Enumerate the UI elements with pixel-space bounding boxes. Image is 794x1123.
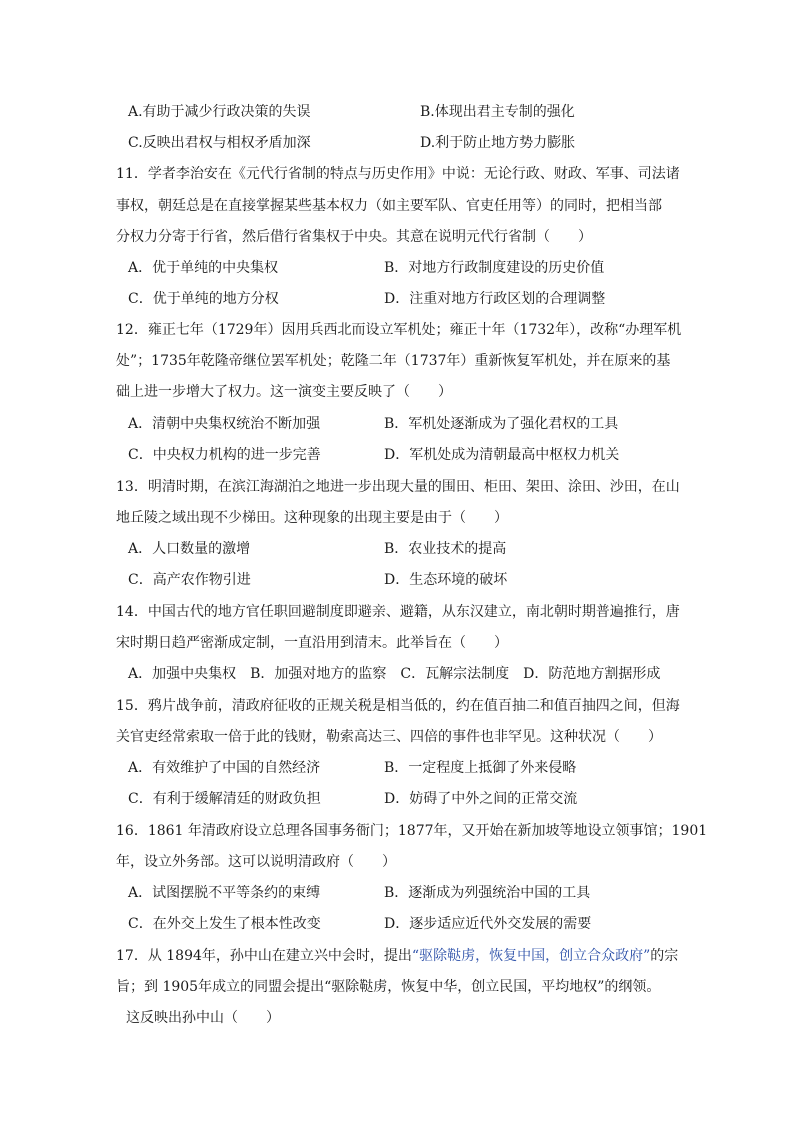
q10-option-b[interactable]: B.体现出君主专制的强化 xyxy=(420,104,575,120)
q11-stem-line-1: 11．学者李治安在《元代行省制的特点与历史作用》中说：无论行政、财政、军事、司法诸 xyxy=(116,166,680,182)
q17-stem-line-1-quote: “驱除鞑虏，恢复中国，创立合众政府” xyxy=(411,948,651,964)
q15-option-c[interactable]: C．有利于缓解清廷的财政负担 xyxy=(128,791,321,807)
q13-option-a[interactable]: A．人口数量的激增 xyxy=(128,541,251,557)
q17-stem-line-1-post: 的宗 xyxy=(650,948,679,964)
q12-stem-line-1: 12．雍正七年（1729年）因用兵西北而设立军机处；雍正十年（1732年），改称“办理军机 xyxy=(116,322,682,338)
q12-option-c[interactable]: C．中央权力机构的进一步完善 xyxy=(128,447,321,463)
q11-option-b[interactable]: B．对地方行政制度建设的历史价值 xyxy=(384,260,605,276)
q11-option-c[interactable]: C．优于单纯的地方分权 xyxy=(128,291,279,307)
q14-stem-line-2: 宋时期日趋严密渐成定制，一直沿用到清末。此举旨在（ ） xyxy=(116,635,508,651)
q17-stem-line-1-pre: 17．从 1894年，孙中山在建立兴中会时，提出 xyxy=(116,948,412,964)
q13-option-c[interactable]: C．高产农作物引进 xyxy=(128,572,251,588)
q12-option-b[interactable]: B．军机处逐渐成为了强化君权的工具 xyxy=(384,416,619,432)
q13-option-d[interactable]: D．生态环境的破坏 xyxy=(384,572,508,588)
q10-option-c[interactable]: C.反映出君权与相权矛盾加深 xyxy=(128,135,311,151)
q12-stem-line-2: 处”；1735年乾隆帝继位罢军机处；乾隆二年（1737年）重新恢复军机处，并在原来的基 xyxy=(116,353,671,369)
q15-stem-line-2: 关官吏经常索取一倍于此的钱财，勒索高达三、四倍的事件也非罕见。这种状况（ ） xyxy=(116,729,662,745)
q12-option-a[interactable]: A．清朝中央集权统治不断加强 xyxy=(128,416,321,432)
q16-option-c[interactable]: C．在外交上发生了根本性改变 xyxy=(128,916,321,932)
q11-option-d[interactable]: D．注重对地方行政区划的合理调整 xyxy=(384,291,606,307)
q15-option-a[interactable]: A．有效维护了中国的自然经济 xyxy=(128,760,321,776)
q11-stem-line-3: 分权力分寄于行省，然后借行省集权于中央。其意在说明元代行省制（ ） xyxy=(116,229,592,245)
q15-option-d[interactable]: D．妨碍了中外之间的正常交流 xyxy=(384,791,578,807)
q17-stem-line-1 xyxy=(116,946,686,966)
q14-stem-line-1: 14．中国古代的地方官任职回避制度即避亲、避籍，从东汉建立，南北朝时期普遍推行，唐 xyxy=(116,604,680,620)
q11-stem-line-2: 事权，朝廷总是在直接掌握某些基本权力（如主要军队、官吏任用等）的同时，把相当部 xyxy=(116,198,662,214)
q16-option-b[interactable]: B．逐渐成为列强统治中国的工具 xyxy=(384,885,591,901)
q13-stem-line-2: 地丘陵之域出现不少梯田。这种现象的出现主要是由于（ ） xyxy=(116,510,508,526)
q15-option-b[interactable]: B．一定程度上抵御了外来侵略 xyxy=(384,760,577,776)
q16-stem-line-1: 16．1861 年清政府设立总理各国事务衙门；1877年，又开始在新加坡等地设立领事馆；1901 xyxy=(116,823,708,839)
q17-stem-line-3: 这反映出孙中山（ ） xyxy=(126,1010,280,1026)
q15-stem-line-1: 15．鸦片战争前，清政府征收的正规关税是相当低的，约在值百抽二和值百抽四之间，但海 xyxy=(116,698,680,714)
q10-option-a[interactable]: A.有助于减少行政决策的失误 xyxy=(128,104,311,120)
q16-stem-line-2: 年，设立外务部。这可以说明清政府（ ） xyxy=(116,854,396,870)
q13-stem-line-1: 13．明清时期，在滨江海湖泊之地进一步出现大量的围田、柜田、架田、涂田、沙田，在山 xyxy=(116,479,680,495)
q12-stem-line-3: 础上进一步增大了权力。这一演变主要反映了（ ） xyxy=(116,384,452,400)
q16-option-a[interactable]: A．试图摆脱不平等条约的束缚 xyxy=(128,885,321,901)
q11-option-a[interactable]: A．优于单纯的中央集权 xyxy=(128,260,279,276)
q16-option-d[interactable]: D．逐步适应近代外交发展的需要 xyxy=(384,916,592,932)
q14-options-line[interactable]: A．加强中央集权 B．加强对地方的监察 C．瓦解宗法制度 D．防范地方割据形成 xyxy=(128,666,661,682)
q12-option-d[interactable]: D．军机处成为清朝最高中枢权力机关 xyxy=(384,447,620,463)
q17-stem-line-2: 旨；到 1905年成立的同盟会提出“驱除鞑虏，恢复中华，创立民国，平均地权”的纲领。 xyxy=(116,979,661,995)
q10-option-d[interactable]: D.利于防止地方势力膨胀 xyxy=(420,135,576,151)
q13-option-b[interactable]: B．农业技术的提高 xyxy=(384,541,507,557)
